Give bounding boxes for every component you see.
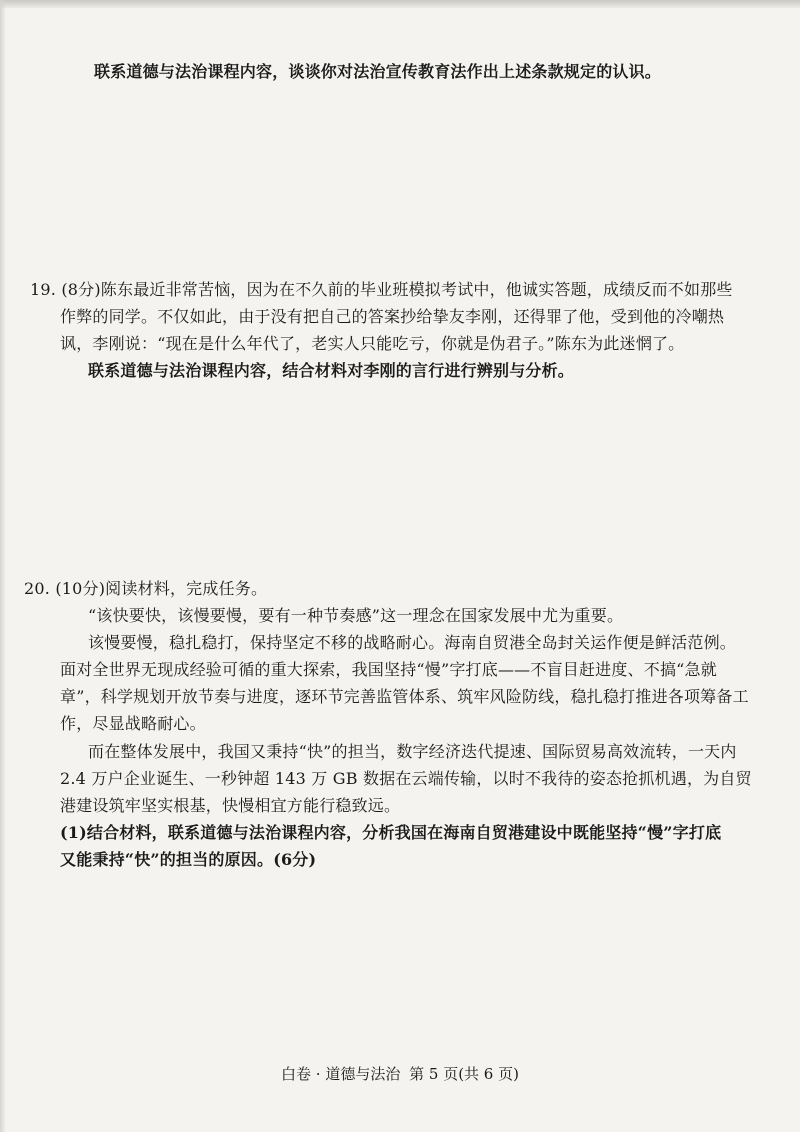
footer-paper-title: 白卷 · 道德与法治: [281, 1065, 401, 1083]
q20-line-6: 作，尽显战略耐心。: [60, 714, 206, 733]
footer-page-number: 第 5 页(共 6 页): [409, 1065, 519, 1083]
q20-line-9: 港建设筑牢坚实根基，快慢相宜方能行稳致远。: [60, 796, 401, 815]
page-left-shadow: [0, 0, 6, 1132]
q20-sub1-line-1: (1)结合材料，联系道德与法治课程内容，分析我国在海南自贸港建设中既能坚持“慢”字打底: [60, 823, 722, 842]
q20-line-1: 20. (10分)阅读材料，完成任务。: [24, 579, 268, 598]
q19-line-2: 作弊的同学。不仅如此，由于没有把自己的答案抄给挚友李刚，还得罪了他，受到他的冷嘲热: [60, 307, 725, 326]
q20-line-8: 2.4 万户企业诞生、一秒钟超 143 万 GB 数据在云端传输，以时不我待的姿态抢抓机遇，为自贸: [60, 769, 752, 788]
q20-line-2: “该快要快，该慢要慢，要有一种节奏感”这一理念在国家发展中尤为重要。: [88, 606, 624, 625]
q20-line-5: 章”，科学规划开放节奏与进度，逐环节完善监管体系、筑牢风险防线，稳扎稳打推进各项筹备工: [60, 687, 749, 706]
q19-line-3: 讽，李刚说：“现在是什么年代了，老实人只能吃亏，你就是伪君子。”陈东为此迷惘了。: [60, 334, 685, 353]
q20-line-7: 而在整体发展中，我国又秉持“快”的担当，数字经济迭代提速、国际贸易高效流转，一天内: [88, 742, 737, 761]
q19-line-1: 19. (8分)陈东最近非常苦恼，因为在不久前的毕业班模拟考试中，他诚实答题，成绩反而不如那些: [30, 280, 733, 299]
q18-prompt: 联系道德与法治课程内容，谈谈你对法治宣传教育法作出上述条款规定的认识。: [94, 62, 662, 81]
q19-prompt: 联系道德与法治课程内容，结合材料对李刚的言行进行辨别与分析。: [88, 361, 575, 380]
q20-line-3: 该慢要慢，稳扎稳打，保持坚定不移的战略耐心。海南自贸港全岛封关运作便是鲜活范例。: [88, 633, 737, 652]
q20-sub1-line-2: 又能秉持“快”的担当的原因。(6分): [60, 850, 317, 869]
page-top-edge: [0, 0, 800, 8]
q20-line-4: 面对全世界无现成经验可循的重大探索，我国坚持“慢”字打底——不盲目赶进度、不搞“急就: [60, 660, 717, 679]
page-footer: [0, 1063, 800, 1084]
